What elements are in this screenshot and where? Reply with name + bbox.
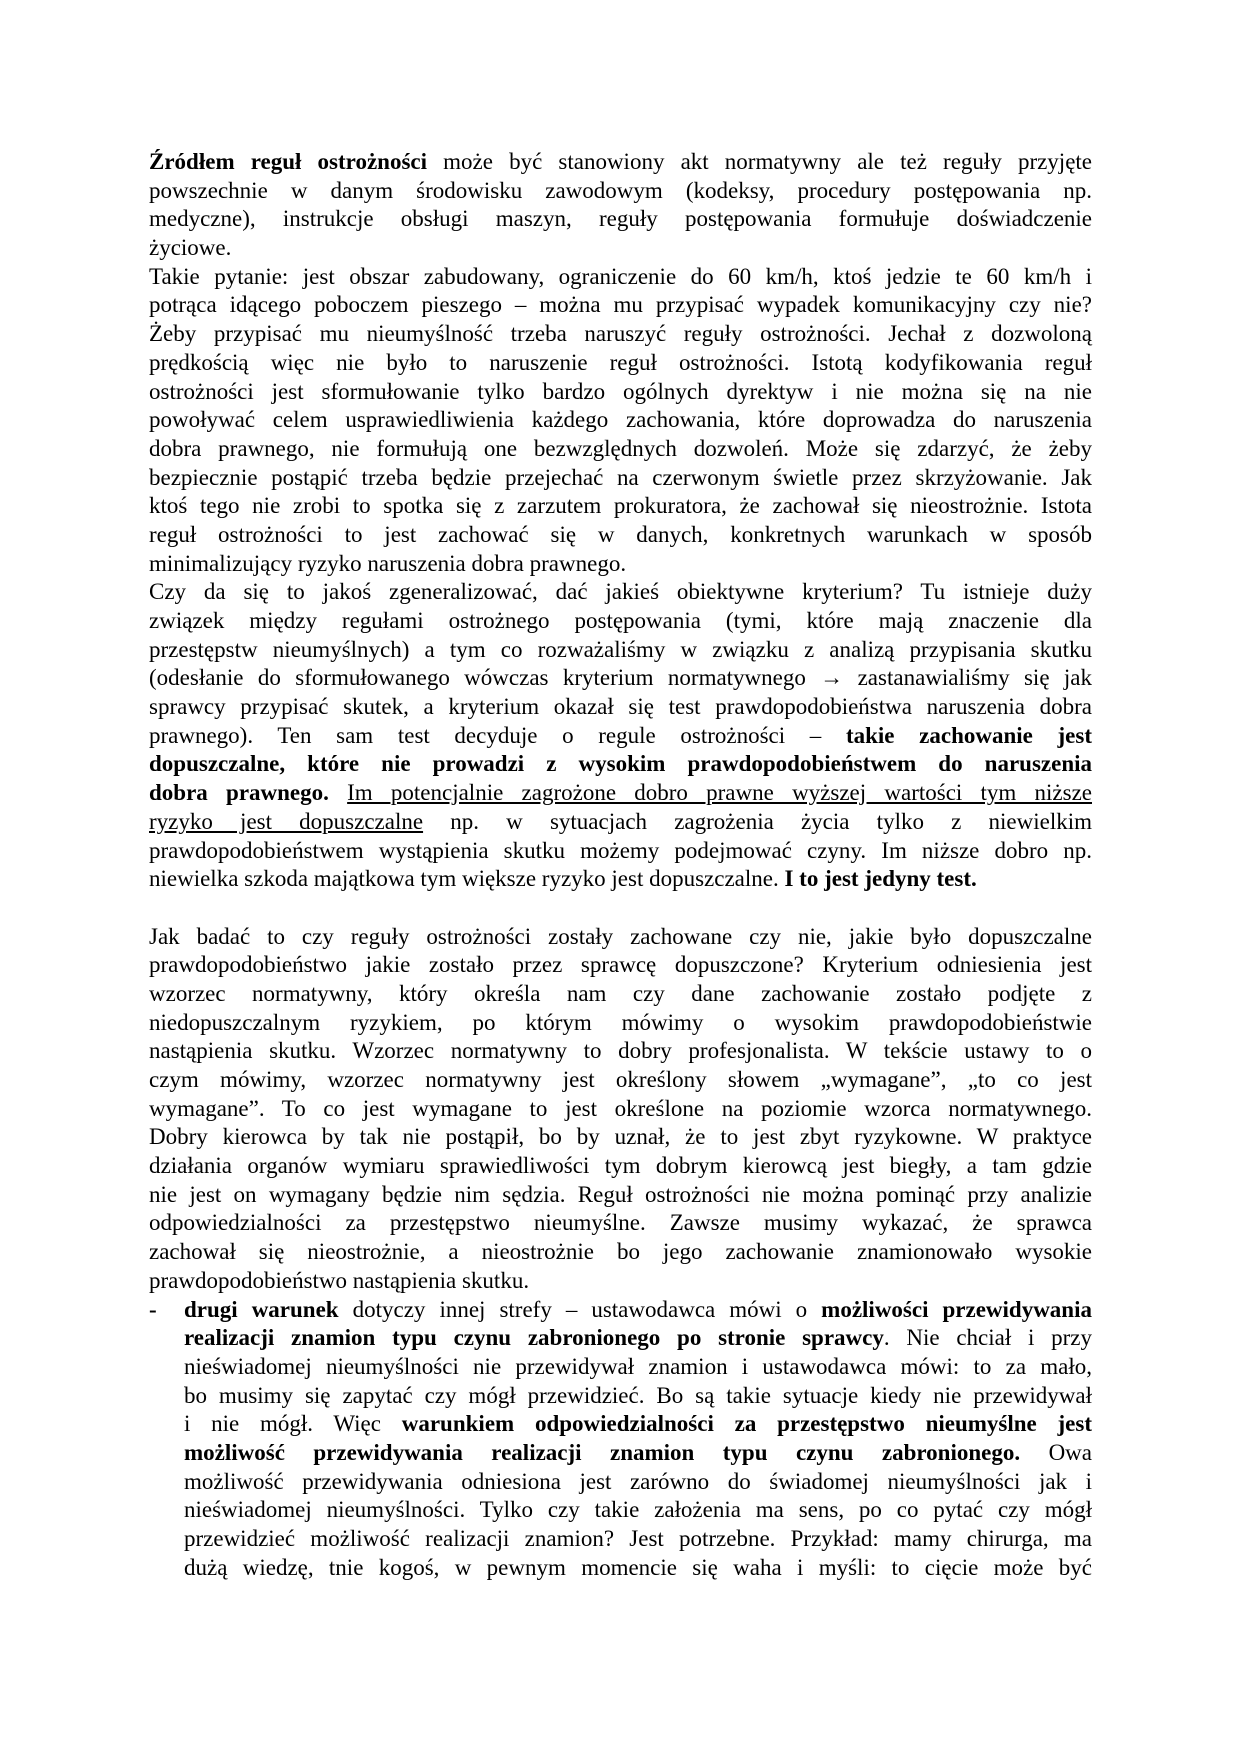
bold-text: warunkiem odpowiedzialności za przestępstwo nieumyślne jest [401, 1411, 1092, 1437]
body-text: medyczne), instrukcje obsługi maszyn, reguły postępowania formułuje doświadczenie [149, 206, 1092, 232]
body-text: wzorzec normatywny, który określa nam czy dane zachowanie zostało podjęte z [149, 980, 1092, 1006]
underlined-text: ryzyko jest dopuszczalne [149, 808, 424, 834]
body-text: . Nie chciał i przy [883, 1325, 1092, 1351]
text-line [149, 521, 1092, 550]
text-line [149, 1324, 1092, 1353]
body-text: nieświadomej nieumyślności nie przewidywał znamion i ustawodawca mówi: to za mało, [184, 1353, 1092, 1379]
body-text: działania organów wymiaru sprawiedliwości tym dobrym kierowcą jest biegły, a tam gdzie [149, 1153, 1092, 1179]
body-text: przewidzieć możliwość realizacji znamion? Jest potrzebne. Przykład: mamy chirurga, ma [184, 1526, 1092, 1551]
text-line [149, 205, 1092, 234]
text-line [149, 550, 1092, 579]
body-text: związek między regułami ostrożnego postępowania (tymi, które mają znaczenie dla [149, 608, 1092, 633]
text-line [149, 1554, 1092, 1583]
body-text: możliwość przewidywania odniesiona jest zarówno do świadomej nieumyślności jak i [184, 1468, 1092, 1494]
text-line [149, 349, 1092, 378]
body-text: przestępstw nieumyślnych) a tym co rozważaliśmy w związku z analizą przypisania skutku [149, 636, 1092, 662]
text-line [149, 923, 1092, 952]
body-text: Żeby przypisać mu nieumyślność trzeba naruszyć reguły ostrożności. Jechał z dozwoloną [149, 321, 1092, 347]
body-text: nie jest on wymagany będzie nim sędzia. Reguł ostrożności nie można pominąć przy analizie [149, 1181, 1092, 1207]
body-text: Owa [1020, 1439, 1092, 1465]
text-line [149, 234, 1092, 263]
body-text: życiowe. [149, 235, 232, 261]
text-line [149, 1095, 1092, 1124]
body-text: powoływać celem usprawiedliwienia każdego zachowania, które doprowadza do naruszenia [149, 407, 1092, 433]
body-text: Czy da się to jakoś zgeneralizować, dać jakieś obiektywne kryterium? Tu istnieje duży [149, 579, 1092, 605]
body-text: nieświadomej nieumyślności. Tylko czy takie założenia ma sens, po co pytać czy mógł [184, 1497, 1092, 1523]
bold-text: dobra prawnego. [149, 780, 329, 806]
text-line [149, 1353, 1092, 1382]
body-text: prawdopodobieństwo nastąpienia skutku. [149, 1267, 530, 1293]
body-text: dotyczy innej strefy – ustawodawca mówi o [338, 1296, 822, 1322]
text-line [149, 148, 1092, 177]
bold-text: dopuszczalne, które nie prowadzi z wysokim prawdopodobieństwem do naruszenia [149, 751, 1092, 777]
text-line [149, 1066, 1092, 1095]
body-text: bezpiecznie postąpić trzeba będzie przejechać na czerwonym świetle przez skrzyżowanie. Jak [149, 464, 1092, 490]
text-line [149, 1181, 1092, 1210]
body-text: dobra prawnego, nie formułują one bezwzględnych dozwoleń. Może się zdarzyć, że żeby [149, 435, 1092, 461]
document-page [149, 148, 1092, 1582]
body-text: odpowiedzialności za przestępstwo nieumyślne. Zawsze musimy wykazać, że sprawca [149, 1210, 1092, 1236]
text-line [149, 177, 1092, 206]
text-line [149, 1525, 1092, 1554]
text-line [149, 664, 1092, 693]
body-text [329, 780, 347, 805]
text-line [149, 406, 1092, 435]
bold-text: I to jest jedyny test. [784, 866, 977, 892]
body-text: prędkością więc nie było to naruszenie reguł ostrożności. Istotą kodyfikowania reguł [149, 349, 1092, 375]
body-text: prawnego). Ten sam test decyduje o regule ostrożności – [149, 722, 846, 748]
body-text: zachował się nieostrożnie, a nieostrożnie bo jego zachowanie znamionowało wysokie [149, 1239, 1092, 1265]
text-line [149, 320, 1092, 349]
text-line [149, 1037, 1092, 1066]
text-line [149, 750, 1092, 779]
body-text: czym mówimy, wzorzec normatywny jest określony słowem „wymagane”, „to co jest [149, 1067, 1092, 1092]
bold-text: możliwość przewidywania realizacji znamion typu czynu zabronionego. [184, 1439, 1021, 1465]
bold-text: realizacji znamion typu czynu zabronionego po stronie sprawcy [184, 1325, 884, 1351]
bold-text: możliwości przewidywania [821, 1296, 1092, 1322]
text-line [149, 1209, 1092, 1238]
text-line [149, 492, 1092, 521]
text-line [149, 607, 1092, 636]
bold-text: drugi warunek [184, 1296, 339, 1322]
text-line [149, 378, 1092, 407]
body-text: np. w sytuacjach zagrożenia życia tylko z niewielkim [423, 808, 1092, 834]
blank-line [149, 894, 1092, 923]
body-text: nastąpienia skutku. Wzorzec normatywny to dobry profesjonalista. W tekście ustawy to o [149, 1038, 1092, 1064]
text-line [149, 435, 1092, 464]
body-text: minimalizujący ryzyko naruszenia dobra prawnego. [149, 550, 627, 576]
body-text: i nie mógł. Więc [184, 1411, 402, 1437]
body-text: bo musimy się zapytać czy mógł przewidzieć. Bo są takie sytuacje kiedy nie przewidywał [184, 1382, 1092, 1408]
body-text: niedopuszczalnym ryzykiem, po którym mówimy o wysokim prawdopodobieństwie [149, 1009, 1092, 1035]
text-line [149, 865, 1092, 894]
body-text: ostrożności jest sformułowanie tylko bardzo ogólnych dyrektyw i nie można się na nie [149, 378, 1092, 404]
text-line [149, 263, 1092, 292]
text-line [149, 1296, 1092, 1325]
text-line [149, 1382, 1092, 1411]
text-line [149, 1410, 1092, 1439]
body-text: wymagane”. To co jest wymagane to jest określone na poziomie wzorca normatywnego. [149, 1095, 1092, 1121]
body-text: potrąca idącego poboczem pieszego – można mu przypisać wypadek komunikacyjny czy nie? [149, 292, 1092, 318]
text-line [149, 693, 1092, 722]
text-line [149, 951, 1092, 980]
underlined-text: Im potencjalnie zagrożone dobro prawne wyższej wartości tym niższe [347, 780, 1092, 806]
text-line [149, 779, 1092, 808]
body-text: niewielka szkoda majątkowa tym większe ryzyko jest dopuszczalne. [149, 866, 785, 892]
bullet-marker: - [149, 1296, 157, 1322]
body-text: reguł ostrożności to jest zachować się w danych, konkretnych warunkach w sposób [149, 521, 1092, 547]
body-text: (odesłanie do sformułowanego wówczas kryterium normatywnego → zastanawialiśmy się jak [149, 665, 1092, 691]
body-text: sprawcy przypisać skutek, a kryterium okazał się test prawdopodobieństwa naruszenia dobra [149, 694, 1092, 720]
body-text: dużą wiedzę, tnie kogoś, w pewnym momencie się waha i myśli: to cięcie może być [184, 1554, 1092, 1580]
text-line [149, 464, 1092, 493]
text-line [149, 1468, 1092, 1497]
body-text: prawdopodobieństwo jakie zostało przez sprawcę dopuszczone? Kryterium odniesienia jest [149, 952, 1092, 978]
body-text: może być stanowiony akt normatywny ale też reguły przyjęte [427, 149, 1093, 174]
body-text: powszechnie w danym środowisku zawodowym (kodeksy, procedury postępowania np. [149, 177, 1092, 203]
bold-text: Źródłem reguł ostrożności [149, 149, 427, 174]
text-line [149, 1267, 1092, 1296]
text-line [149, 1439, 1092, 1468]
text-line [149, 808, 1092, 837]
text-line [149, 1238, 1092, 1267]
body-text: Jak badać to czy reguły ostrożności zostały zachowane czy nie, jakie było dopuszczalne [149, 923, 1092, 949]
body-text: Takie pytanie: jest obszar zabudowany, ograniczenie do 60 km/h, ktoś jedzie te 60 km/h i [149, 263, 1092, 289]
text-line [149, 837, 1092, 866]
text-line [149, 578, 1092, 607]
text-line [149, 980, 1092, 1009]
text-line [149, 636, 1092, 665]
body-text: Dobry kierowca by tak nie postąpił, bo by uznał, że to jest zbyt ryzykowne. W praktyce [149, 1124, 1092, 1150]
bold-text: takie zachowanie jest [845, 722, 1092, 748]
text-line [149, 291, 1092, 320]
text-line [149, 1152, 1092, 1181]
text-line [149, 1009, 1092, 1038]
text-line [149, 722, 1092, 751]
body-text: prawdopodobieństwem wystąpienia skutku możemy podejmować czyny. Im niższe dobro np. [149, 837, 1092, 863]
body-text: ktoś tego nie zrobi to spotka się z zarzutem prokuratora, że zachował się nieostrożnie. Istota [149, 493, 1092, 519]
text-line [149, 1123, 1092, 1152]
text-line [149, 1496, 1092, 1525]
